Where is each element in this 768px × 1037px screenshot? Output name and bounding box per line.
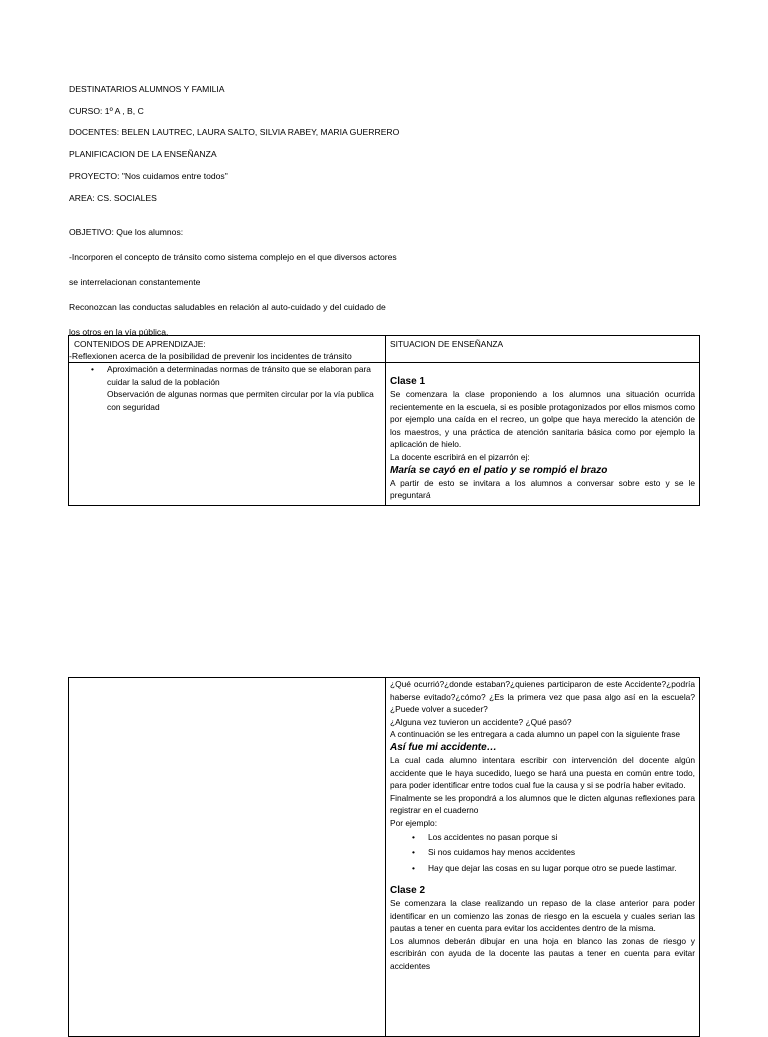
- objetivo-line: -Incorporen el concepto de tránsito como sistema complejo en el que diversos actores: [69, 252, 397, 263]
- table-row: [69, 363, 699, 505]
- planning-table-1: [68, 335, 700, 506]
- proyecto-line: PROYECTO: "Nos cuidamos entre todos": [69, 171, 228, 181]
- activity-paragraph: La cual cada alumno intentara escribir con intervención del docente algún accidente que le haya sucedido, luego se hará una puesta en común entre todo, para poder identificar entre todos cual fue la causa y si se podría haber evitado.: [390, 754, 695, 791]
- contenidos-cell: [69, 363, 386, 505]
- table-header-row: [69, 336, 699, 363]
- objetivo-line: los otros en la vía pública.: [69, 326, 169, 337]
- list-item: • Hay que dejar las cosas en su lugar porque otro se puede lastimar.: [390, 861, 695, 877]
- destinatarios-line: DESTINATARIOS ALUMNOS Y FAMILIA: [69, 84, 225, 94]
- clase1-paragraph: A partir de esto se invitara a los alumnos a conversar sobre esto y se le preguntará: [390, 477, 695, 501]
- planificacion-line: PLANIFICACION DE LA ENSEÑANZA: [69, 149, 217, 159]
- clase2-paragraph: Se comenzara la clase realizando un repaso de la clase anterior para poder identificar en un comienzo las zonas de riesgo en la escuela y cuales serian las pautas a tener en cuenta para evitar los accidentes dentro de la misma.: [390, 898, 695, 934]
- planning-table-2: [68, 677, 700, 1037]
- clase1-paragraph: Se comenzara la clase proponiendo a los alumnos una situación ocurrida recientemente en la escuela, si es posible protagonizados por ellos mismos como por ejemplo una caída en el recreo, un golpe que haya merecido la atención de los maestros, y una práctica de atención sanitaria básica como por ejemplo la aplicación de hielo.: [390, 389, 695, 450]
- objetivo-title: OBJETIVO: Que los alumnos:: [69, 227, 184, 238]
- clase1-title: Clase 1: [390, 376, 426, 387]
- questions-paragraph: ¿Alguna vez tuvieron un accidente? ¿Qué pasó?: [390, 716, 572, 727]
- activity-paragraph: Finalmente se les propondrá a los alumnos que le dicten algunas reflexiones para registrar en el cuaderno: [390, 792, 695, 816]
- objetivo-line: -Reflexionen acerca de la posibilidad de prevenir los incidentes de tránsito: [69, 351, 352, 362]
- header-situacion: SITUACION DE ENSEÑANZA: [390, 339, 504, 349]
- contenidos-bullet: • Aproximación a determinadas normas de tránsito que se elaboran para cuidar la salud de la población: [69, 363, 379, 388]
- header-contenidos: CONTENIDOS DE APRENDIZAJE:: [69, 336, 386, 362]
- clase2-title: Clase 2: [390, 885, 426, 897]
- situacion-cell-continued: [386, 678, 699, 1036]
- curso-line: CURSO: 1º A , B, C: [69, 106, 144, 116]
- docentes-line: DOCENTES: BELEN LAUTREC, LAURA SALTO, SILVIA RABEY, MARIA GUERRERO: [69, 127, 400, 137]
- clase2-paragraph: Los alumnos deberán dibujar en una hoja en blanco las zonas de riesgo y escribirán con ayuda de la docente las pautas a tener en cuenta para evitar accidentes: [390, 935, 695, 971]
- activity-paragraph: A continuación se les entregara a cada alumno un papel con la siguiente frase: [390, 729, 681, 740]
- list-item: • Los accidentes no pasan porque si: [390, 830, 695, 846]
- por-ejemplo-label: Por ejemplo:: [390, 817, 438, 828]
- situacion-cell: [386, 363, 699, 505]
- frase-title: Así fue mi accidente…: [390, 741, 497, 753]
- contenidos-text: Observación de algunas normas que permiten circular por la vía publica con seguridad: [107, 389, 374, 412]
- clase1-paragraph: La docente escribirá en el pizarrón ej:: [390, 451, 530, 462]
- area-line: AREA: CS. SOCIALES: [69, 193, 157, 203]
- questions-paragraph: ¿Qué ocurrió?¿donde estaban?¿quienes participaron de este Accidente?¿podría haberse evitado?¿cómo? ¿Es la primera vez que pasa algo así en la escuela? ¿Puede volver a suceder?: [390, 679, 695, 715]
- ejemplos-list: [390, 830, 695, 877]
- list-item: • Si nos cuidamos hay menos accidentes: [390, 845, 695, 861]
- clase1-example: María se cayó en el patio y se rompió el brazo: [390, 464, 608, 476]
- objetivo-line: se interrelacionan constantemente: [69, 277, 201, 288]
- objetivo-line: Reconozcan las conductas saludables en relación al auto-cuidado y del cuidado de: [69, 301, 386, 312]
- contenidos-cell-empty: [69, 678, 386, 1036]
